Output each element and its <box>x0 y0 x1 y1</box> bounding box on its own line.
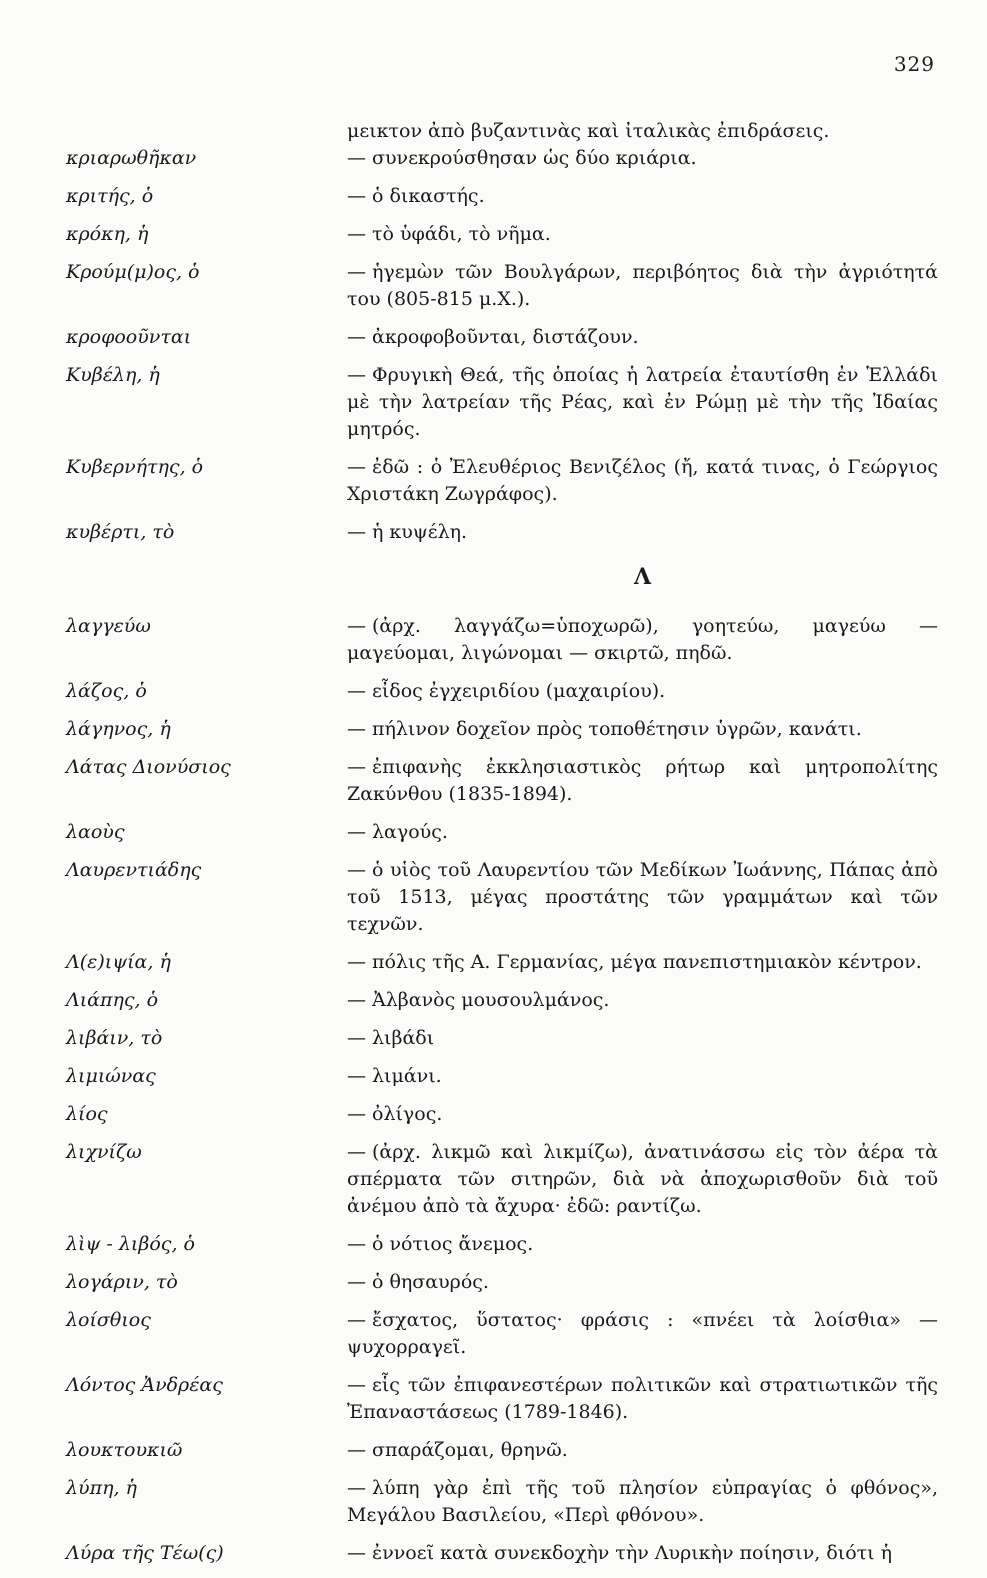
em-dash: — <box>347 1103 366 1125</box>
glossary-entry <box>66 183 938 210</box>
definition-text: πόλις τῆς Α. Γερμανίας, μέγα πανεπιστημιακὸν κέντρον. <box>372 951 922 973</box>
definition-text: Φρυγικὴ Θεά, τῆς ὁποίας ἡ λατρεία ἐταυτίσθη ἐν Ἑλλάδι μὲ τὴν λατρείαν τῆς Ρέας, καὶ ἐν Ρώμῃ μὲ τὴν τῆς Ἰδαίας μητρός. <box>347 364 938 440</box>
definition-text: τὸ ὑφάδι, τὸ νῆμα. <box>372 223 551 245</box>
entry-term: λιμιώνας <box>66 1065 156 1087</box>
definition-text: (ἀρχ. λαγγάζω=ὑποχωρῶ), γοητεύω, μαγεύω — μαγεύομαι, λιγώνομαι — σκιρτῶ, πηδῶ. <box>347 615 938 664</box>
entry-definition <box>347 324 938 351</box>
definition-text: ὀλίγος. <box>372 1103 443 1125</box>
definition-text: (ἀρχ. λικμῶ καὶ λικμίζω), ἀνατινάσσω εἰς τὸν ἀέρα τὰ σπέρματα τῶν σιτηρῶν, διὰ νὰ ἀποχωρισθοῦν διὰ τοῦ ἀνέμου ἀπὸ τὰ ἄχυρα· ἐδῶ: ραντίζω. <box>347 1141 938 1217</box>
definition-text: ἐπιφανὴς ἐκκλησιαστικὸς ρήτωρ καὶ μητροπολίτης Ζακύνθου (1835-1894). <box>347 756 938 805</box>
em-dash: — <box>347 1233 366 1255</box>
entry-term: κυβέρτι, τὸ <box>66 521 175 543</box>
entry-definition <box>347 1540 938 1567</box>
glossary-entry <box>66 1372 938 1426</box>
entry-term: Κρούμ(μ)ος, ὁ <box>66 261 200 283</box>
glossary-entry <box>66 1307 938 1361</box>
em-dash: — <box>347 680 366 702</box>
definition-text: ὁ υἱὸς τοῦ Λαυρεντίου τῶν Μεδίκων Ἰωάννης, Πάπας ἀπὸ τοῦ 1513, μέγας προστάτης τῶν γραμμάτων καὶ τῶν τεχνῶν. <box>347 859 938 935</box>
entry-definition <box>347 1269 938 1296</box>
entry-definition <box>347 1063 938 1090</box>
continuation-line: μεικτον ἀπὸ βυζαντινὰς καὶ ἰταλικὰς ἐπιδράσεις. <box>347 120 830 142</box>
section-letter: Λ <box>633 564 652 590</box>
entry-definition <box>347 987 938 1014</box>
glossary-entry <box>66 1025 938 1052</box>
entry-definition <box>347 754 938 808</box>
entry-term: κρόκη, ἡ <box>66 223 149 245</box>
entry-term: λοίσθιος <box>66 1309 151 1331</box>
definition-text: λιβάδι <box>372 1027 435 1049</box>
glossary-entry <box>66 362 938 443</box>
definition-text: λύπη γὰρ ἐπὶ τῆς τοῦ πλησίον εὐπραγίας ὁ φθόνος», Μεγάλου Βασιλείου, «Περὶ φθόνου». <box>347 1477 938 1526</box>
entry-definition <box>347 362 938 443</box>
glossary-entry <box>66 857 938 938</box>
entry-term: κροφοοῦνται <box>66 326 192 348</box>
em-dash: — <box>347 1309 366 1331</box>
entry-definition <box>347 1025 938 1052</box>
entries-after <box>66 613 938 1567</box>
entry-term: λιβάιν, τὸ <box>66 1027 163 1049</box>
glossary-entry <box>66 613 938 667</box>
definition-text: ἐδῶ : ὁ Ἐλευθέριος Βενιζέλος (ἤ, κατά τινας, ὁ Γεώργιος Χριστάκη Ζωγράφος). <box>347 456 938 505</box>
entry-term: λαγγεύω <box>66 615 151 637</box>
entry-term: κριτής, ὁ <box>66 185 154 207</box>
glossary-entry <box>66 259 938 313</box>
definition-text: ὁ δικαστής. <box>372 185 485 207</box>
glossary-entry <box>66 221 938 248</box>
glossary-entry <box>66 949 938 976</box>
definition-text: εἷς τῶν ἐπιφανεστέρων πολιτικῶν καὶ στρατιωτικῶν τῆς Ἐπαναστάσεως (1789-1846). <box>347 1374 938 1423</box>
entry-definition <box>347 819 938 846</box>
entry-definition <box>347 949 938 976</box>
em-dash: — <box>347 364 366 386</box>
glossary-entry <box>66 324 938 351</box>
glossary-entry <box>66 1063 938 1090</box>
glossary-entry <box>66 678 938 705</box>
entry-definition <box>347 716 938 743</box>
glossary-entry <box>66 519 938 546</box>
glossary-entry <box>66 1540 938 1567</box>
entry-term: Λαυρεντιάδης <box>66 859 202 881</box>
entry-definition <box>347 613 938 667</box>
em-dash: — <box>347 1141 366 1163</box>
definition-text: σπαράζομαι, θρηνῶ. <box>372 1439 568 1461</box>
glossary-entry <box>66 1437 938 1464</box>
em-dash: — <box>347 185 366 207</box>
em-dash: — <box>347 1271 366 1293</box>
definition-text: ἡ κυψέλη. <box>372 521 468 543</box>
glossary-entry <box>66 1475 938 1529</box>
entry-definition <box>347 454 938 508</box>
entry-term: λάζος, ὁ <box>66 680 147 702</box>
entry-definition <box>347 1307 938 1361</box>
entry-term: Κυβερνήτης, ὁ <box>66 456 204 478</box>
entry-term: Λάτας Διονύσιος <box>66 756 231 778</box>
definition-text: πήλινον δοχεῖον πρὸς τοποθέτησιν ὑγρῶν, κανάτι. <box>372 718 862 740</box>
glossary-entry <box>66 1101 938 1128</box>
em-dash: — <box>347 326 366 348</box>
em-dash: — <box>347 756 366 778</box>
entry-definition <box>347 1475 938 1529</box>
em-dash: — <box>347 456 366 478</box>
glossary-entry <box>66 754 938 808</box>
em-dash: — <box>347 1439 366 1461</box>
definition-text: λιμάνι. <box>372 1065 442 1087</box>
entry-term: Κυβέλη, ἡ <box>66 364 160 386</box>
em-dash: — <box>347 1477 366 1499</box>
entry-term: Λύρα τῆς Τέω(ς) <box>66 1542 224 1564</box>
entry-definition <box>347 1437 938 1464</box>
entry-definition <box>347 1231 938 1258</box>
entry-definition <box>347 1139 938 1220</box>
entry-definition <box>347 519 938 546</box>
em-dash: — <box>347 1027 366 1049</box>
definition-text: ἡγεμὼν τῶν Βουλγάρων, περιβόητος διὰ τὴν ἀγριότητά του (805-815 μ.Χ.). <box>347 261 938 310</box>
entry-definition <box>347 259 938 313</box>
entry-term: Λ(ε)ιψία, ἡ <box>66 951 171 973</box>
definition-text: ἀκροφοβοῦνται, διστάζουν. <box>372 326 639 348</box>
em-dash: — <box>347 261 366 283</box>
entry-definition <box>347 857 938 938</box>
definition-text: συνεκρούσθησαν ὡς δύο κριάρια. <box>372 147 697 169</box>
glossary-entry <box>66 145 938 172</box>
entry-definition <box>347 221 938 248</box>
glossary-entry <box>66 1231 938 1258</box>
entry-term: λὶψ - λιβός, ὁ <box>66 1233 195 1255</box>
em-dash: — <box>347 1542 366 1564</box>
glossary <box>66 145 938 1578</box>
entry-definition <box>347 1101 938 1128</box>
entries-before <box>66 145 938 546</box>
glossary-entry <box>66 1269 938 1296</box>
glossary-entry <box>66 716 938 743</box>
em-dash: — <box>347 951 366 973</box>
entry-term: λογάριν, τὸ <box>66 1271 178 1293</box>
em-dash: — <box>347 147 366 169</box>
em-dash: — <box>347 521 366 543</box>
em-dash: — <box>347 859 366 881</box>
em-dash: — <box>347 989 366 1011</box>
glossary-entry <box>66 819 938 846</box>
glossary-entry <box>66 1139 938 1220</box>
em-dash: — <box>347 615 366 637</box>
entry-term: λουκτουκιῶ <box>66 1439 183 1461</box>
entry-definition <box>347 678 938 705</box>
entry-term: λάγηνος, ἡ <box>66 718 171 740</box>
entry-term: λιχνίζω <box>66 1141 142 1163</box>
definition-text: ἐννοεῖ κατὰ συνεκδοχὴν τὴν Λυρικὴν ποίησιν, διότι ἡ <box>372 1542 893 1564</box>
entry-term: λύπη, ἡ <box>66 1477 137 1499</box>
em-dash: — <box>347 821 366 843</box>
entry-term: Λιάπης, ὁ <box>66 989 159 1011</box>
entry-term: κριαρωθῆκαν <box>66 147 197 169</box>
definition-text: ὁ νότιος ἄνεμος. <box>372 1233 534 1255</box>
entry-definition <box>347 145 938 172</box>
page-number: 329 <box>893 52 935 76</box>
entry-definition <box>347 183 938 210</box>
entry-definition <box>347 1372 938 1426</box>
entry-term: λαοὺς <box>66 821 125 843</box>
glossary-entry <box>66 987 938 1014</box>
em-dash: — <box>347 1065 366 1087</box>
entry-term: λίος <box>66 1103 108 1125</box>
entry-term: Λόντος Ἀνδρέας <box>66 1374 223 1396</box>
glossary-entry <box>66 454 938 508</box>
em-dash: — <box>347 223 366 245</box>
definition-text: ὁ θησαυρός. <box>372 1271 489 1293</box>
definition-text: λαγούς. <box>372 821 448 843</box>
em-dash: — <box>347 1374 366 1396</box>
definition-text: Ἀλβανὸς μουσουλμάνος. <box>372 989 610 1011</box>
em-dash: — <box>347 718 366 740</box>
definition-text: εἶδος ἐγχειριδίου (μαχαιρίου). <box>372 680 666 702</box>
definition-text: ἔσχατος, ὕστατος· φράσις : «πνέει τὰ λοίσθια» —ψυχορραγεῖ. <box>347 1309 938 1358</box>
